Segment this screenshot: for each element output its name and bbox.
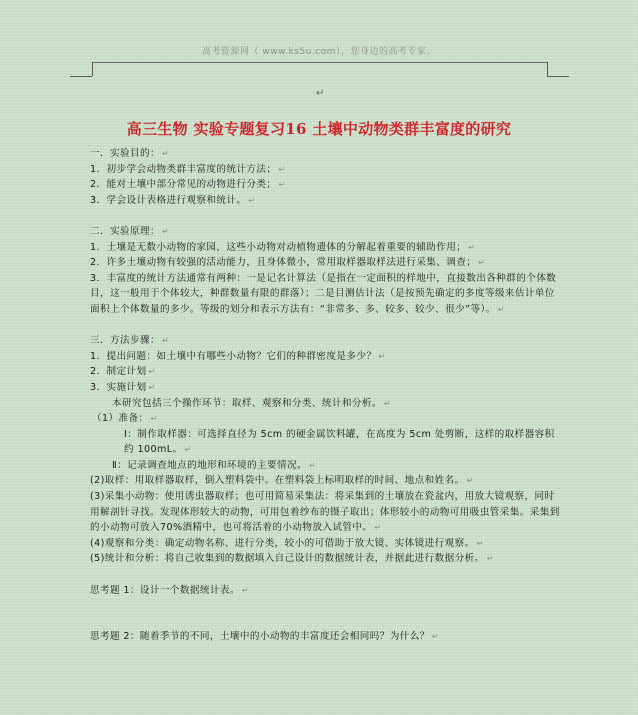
list-item: 2．许多土壤动物有较强的活动能力，且身体微小，常用取样器取样法进行采集、调查； ↵ xyxy=(90,257,486,269)
page-header-text: 高考资源网（ www.ks5u.com），您身边的高考专家。 xyxy=(202,47,436,57)
prep-step-1: Ⅰ：制作取样器：可选择直径为 5cm 的硬金属饮料罐，在高度为 5cm 处剪断，这样的取样器容积约 100mL。 ↵ xyxy=(124,428,555,456)
step-collection: (3)采集小动物：使用诱虫器取样；也可用简易采集法：将采集到的土壤放在瓷盆内，用放大镜观察，同时用解剖针寻找。发现体形较大的动物，可用包着纱布的镊子取出；体形较小的动物可用吸虫管采集。采集到的小动物可放入70%酒精中，也可将活着的小动物放入试管中。 ↵ xyxy=(90,491,560,534)
paragraph-mark: ↵ xyxy=(316,88,325,99)
document-body xyxy=(90,146,560,645)
corner-mark-right xyxy=(547,62,548,76)
prep-heading: （1）准备： ↵ xyxy=(92,413,158,425)
blank-line xyxy=(90,318,560,334)
list-item: 2．制定计划 ↵ xyxy=(90,366,156,378)
method-intro: 本研究包括三个操作环节：取样、观察和分类、统计和分析。 ↵ xyxy=(112,397,391,409)
corner-mark-right-horizontal xyxy=(547,76,569,77)
step-classification: (4)观察和分类：确定动物名称、进行分类，较小的可借助于放大镜、实体镜进行观察。 ↵ xyxy=(90,537,484,549)
section-heading-purpose: 一．实验目的： ↵ xyxy=(90,148,170,159)
question-2: 思考题 2：随着季节的不同，土壤中的小动物的丰富度还会相同吗？为什么？ ↵ xyxy=(90,631,439,643)
section-heading-principle: 二．实验原理： ↵ xyxy=(90,225,170,237)
blank-line xyxy=(90,567,560,583)
list-item: 2．能对土壤中部分常见的动物进行分类； ↵ xyxy=(90,179,286,191)
list-item: 1．提出问题：如土壤中有哪些小动物？它们的种群密度是多少？ ↵ xyxy=(90,350,386,362)
blank-line xyxy=(90,598,560,614)
prep-step-2: Ⅱ：记录调查地点的地形和环境的主要情况。 ↵ xyxy=(112,459,317,471)
list-item: 3．实施计划 ↵ xyxy=(90,381,156,393)
list-item: 1．初步学会动物类群丰富度的统计方法； ↵ xyxy=(90,163,286,175)
question-1: 思考题 1：设计一个数据统计表。 ↵ xyxy=(90,584,249,596)
list-item: 3．丰富度的统计方法通常有两种：一是记名计算法（是指在一定面积的样地中，直接数出各种群的个体数目，这一般用于个体较大，种群数量有限的群落）；二是目测估计法（是按预先确定的多度等级来估计单位面积上个体数量的多少。等级的划分和表示方法有：“非常多、多、较多、较少、很少”等）。 ↵ xyxy=(90,272,557,315)
step-sampling: (2)取样：用取样器取样，倒入塑料袋中。在塑料袋上标明取样的时间、地点和姓名。 ↵ xyxy=(90,475,474,487)
step-analysis: (5)统计和分析：将自己收集到的数据填入自己设计的数据统计表，并据此进行数据分析。 ↵ xyxy=(90,553,494,565)
list-item: 3．学会设计表格进行观察和统计。 ↵ xyxy=(90,194,256,206)
list-item: 1．土壤是无数小动物的家园，这些小动物对动植物遗体的分解起着重要的辅助作用； ↵ xyxy=(90,241,476,253)
section-heading-method: 三．方法步骤： ↵ xyxy=(90,335,170,347)
document-title: 高三生物 实验专题复习16 土壤中动物类群丰富度的研究 xyxy=(126,120,512,138)
header-rule xyxy=(92,62,548,63)
blank-line xyxy=(90,614,560,630)
corner-mark-left xyxy=(92,62,93,76)
blank-line xyxy=(90,208,560,224)
corner-mark-left-horizontal xyxy=(70,76,92,77)
